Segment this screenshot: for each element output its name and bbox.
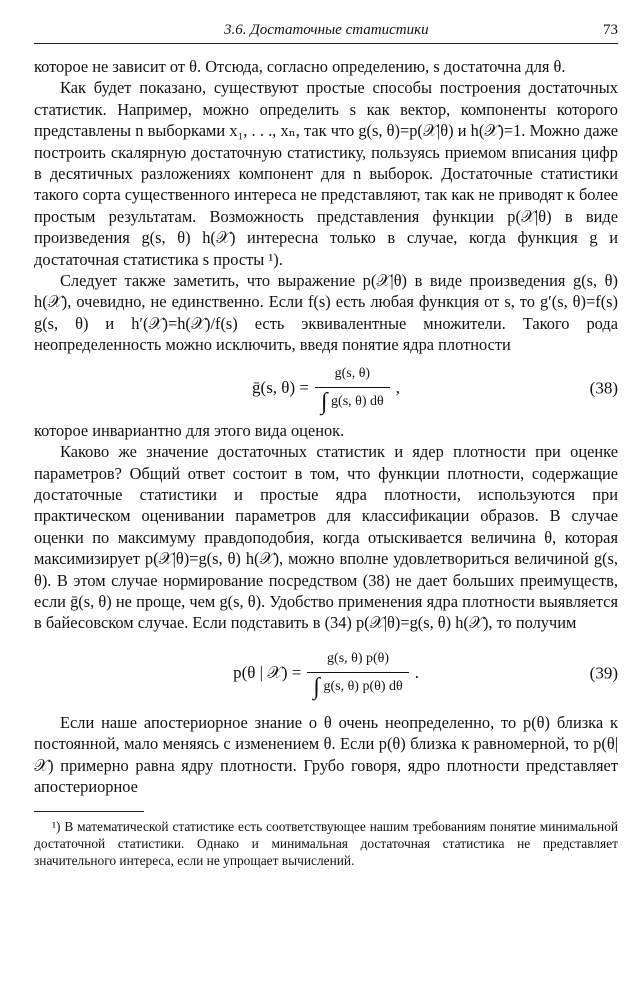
integral-sign: ∫ (313, 673, 320, 700)
running-title: 3.6. Достаточные статистики (224, 22, 429, 38)
paragraph-sufficient-statistics: Как будет показано, существуют простые способы построения достаточных статистик. Например, можно определить s как вектор, компоненты которого представлены n выборками x₁, . . ., xₙ, так что g(s, θ)=p(𝒳|θ) и h(𝒳)=1. Можно даже построить скалярную достаточную статистику, пользуясь приемом вписания цифр в десятичных разложениях компонент для n выборок. Достаточные статистики такого сорта существенного интереса не представляют, так как не приводят к более простым результатам. Возможность представления функции p(𝒳|θ) в виде произведения g(s, θ) h(𝒳) интересна только в случае, когда функция g и достаточная статистика s просты ¹). (34, 78, 618, 269)
equation-39-lhs: p(θ | 𝒳) = (233, 663, 302, 683)
equation-38-fraction (315, 363, 390, 415)
page-number: 73 (603, 22, 618, 38)
equation-39-fraction (307, 648, 408, 700)
footnote: ¹) В математической статистике есть соответствующее нашим требованиям понятие минимальной достаточной статистики. Однако и минимальная достаточная статистика не представляет значительного интереса, если не упрощает вычислений. (34, 819, 618, 869)
equation-38-denominator (315, 387, 390, 415)
equation-38-lhs: ḡ(s, θ) = (252, 377, 309, 397)
equation-38-punctuation: , (395, 377, 400, 397)
paragraph-continuation: которое не зависит от θ. Отсюда, согласно определению, s достаточна для θ. (34, 57, 566, 76)
integral-sign: ∫ (320, 388, 328, 415)
equation-39-punctuation: . (414, 663, 419, 683)
equation-39-numerator: g(s, θ) p(θ) (327, 651, 390, 667)
page (34, 22, 618, 869)
equation-39-denominator (307, 672, 408, 700)
equation-38 (34, 356, 618, 420)
equation-38-number: (38) (589, 377, 618, 397)
paragraph-estimation: Каково же значение достаточных статистик и ядер плотности при оценке параметров? Общий ответ состоит в том, что функции плотности, содержащие достаточные статистики и простые ядра плотности, используются при практическом оценивании параметров для классификации образов. В случае оценки по максимуму правдоподобия, когда отыскивается величина θ, которая максимизирует p(𝒳|θ)=g(s, θ) h(𝒳), можно вполне удовлетвориться величиной g(s, θ). В этом случае нормирование посредством (38) не дает больших преимуществ, если ḡ(s, θ) не проще, чем g(s, θ). Удобство применения ядра плотности выявляется в байесовском случае. Если подставить в (34) p(𝒳|θ)=g(s, θ) h(𝒳), то получим (34, 442, 618, 633)
equation-39-number: (39) (589, 663, 618, 683)
footnote-divider (34, 811, 144, 812)
main-text (34, 56, 618, 869)
equation-39-integrand: g(s, θ) p(θ) dθ (323, 678, 403, 694)
running-header (34, 22, 618, 44)
equation-39 (34, 638, 618, 708)
paragraph-posterior: Если наше апостериорное знание о θ очень неопределенно, то p(θ) близка к постоянной, мало меняясь с изменением θ. Если p(θ) близка к равномерной, то p(θ|𝒳) примерно равна ядру плотности. Грубо говоря, ядро плотности представляет апостериорное (34, 712, 618, 796)
equation-38-integrand: g(s, θ) dθ (331, 393, 384, 409)
paragraph-kernel-intro: Следует также заметить, что выражение p(𝒳|θ) в виде произведения g(s, θ) h(𝒳), очевидно, не единственно. Если f(s) есть любая функция от s, то g′(s, θ)=f(s) g(s, θ) и h′(𝒳)=h(𝒳)/f(s) есть эквивалентные множители. Такого рода неопределенность можно исключить, введя понятие ядра плотности (34, 271, 618, 355)
paragraph-invariant: которое инвариантно для этого вида оценок. (34, 420, 345, 440)
equation-38-numerator: g(s, θ) (334, 366, 371, 382)
